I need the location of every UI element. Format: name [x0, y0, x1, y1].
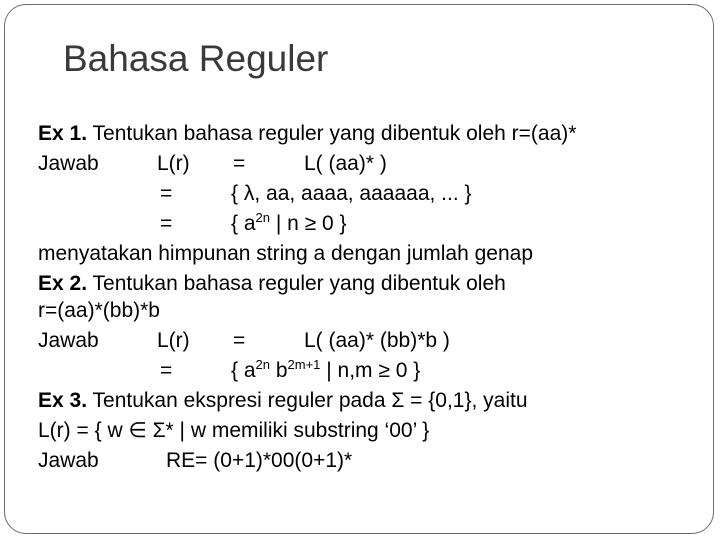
ex1-question: Tentukan bahasa reguler yang dibentuk oleh r=(aa)* [92, 122, 577, 145]
ex1-step3-post: | n ≥ 0 } [270, 212, 347, 235]
ex1-eq-2: = [160, 182, 173, 205]
ex2-step2-sup1: 2n [255, 357, 270, 372]
ex2-step2-b: b [270, 359, 288, 382]
ex1-question-line [38, 121, 576, 147]
ex2-answer-label: Jawab [38, 329, 99, 352]
ex1-step2: { λ, aa, aaaa, aaaaaa, ... } [231, 182, 472, 205]
ex2-question-2: r=(aa)*(bb)*b [38, 299, 160, 322]
ex1-step3-pre: { a [231, 212, 256, 235]
ex1-eq-1: = [233, 152, 246, 175]
ex3-line2: L(r) = { w ∈ Σ* | w memiliki substring ‘00’ } [38, 419, 430, 442]
ex2-step1: L( (aa)* (bb)*b ) [304, 329, 450, 352]
ex3-answer: RE= (0+1)*00(0+1)* [166, 449, 353, 472]
ex3-answer-label: Jawab [38, 449, 99, 472]
ex2-question-1: Tentukan bahasa reguler yang dibentuk oleh [92, 272, 506, 295]
ex1-step1: L( (aa)* ) [304, 152, 387, 175]
slide-title: Bahasa Reguler [63, 38, 329, 79]
ex2-step2-sup2: 2m+1 [287, 357, 321, 372]
ex1-eq-3: = [160, 212, 173, 235]
ex3-question: Tentukan ekspresi reguler pada Σ = {0,1}, yaitu [92, 389, 528, 412]
ex1-step3-sup: 2n [255, 210, 270, 225]
slide-frame [4, 4, 714, 534]
ex3-label: Ex 3. [38, 389, 88, 412]
ex2-question-line [38, 271, 506, 297]
ex1-answer-label: Jawab [38, 152, 99, 175]
ex2-eq-1: = [233, 329, 246, 352]
ex1-conclusion: menyatakan himpunan string a dengan jumlah genap [38, 242, 534, 265]
ex2-label: Ex 2. [38, 272, 88, 295]
ex2-eq-2: = [160, 359, 173, 382]
ex3-question-line [38, 388, 528, 414]
ex1-step3 [231, 211, 347, 237]
ex1-label: Ex 1. [38, 122, 88, 145]
ex1-lhs: L(r) [157, 152, 190, 175]
ex2-step2 [231, 358, 420, 384]
ex2-lhs: L(r) [157, 329, 190, 352]
ex2-step2-c: | n,m ≥ 0 } [320, 359, 421, 382]
ex2-step2-a: { a [231, 359, 256, 382]
